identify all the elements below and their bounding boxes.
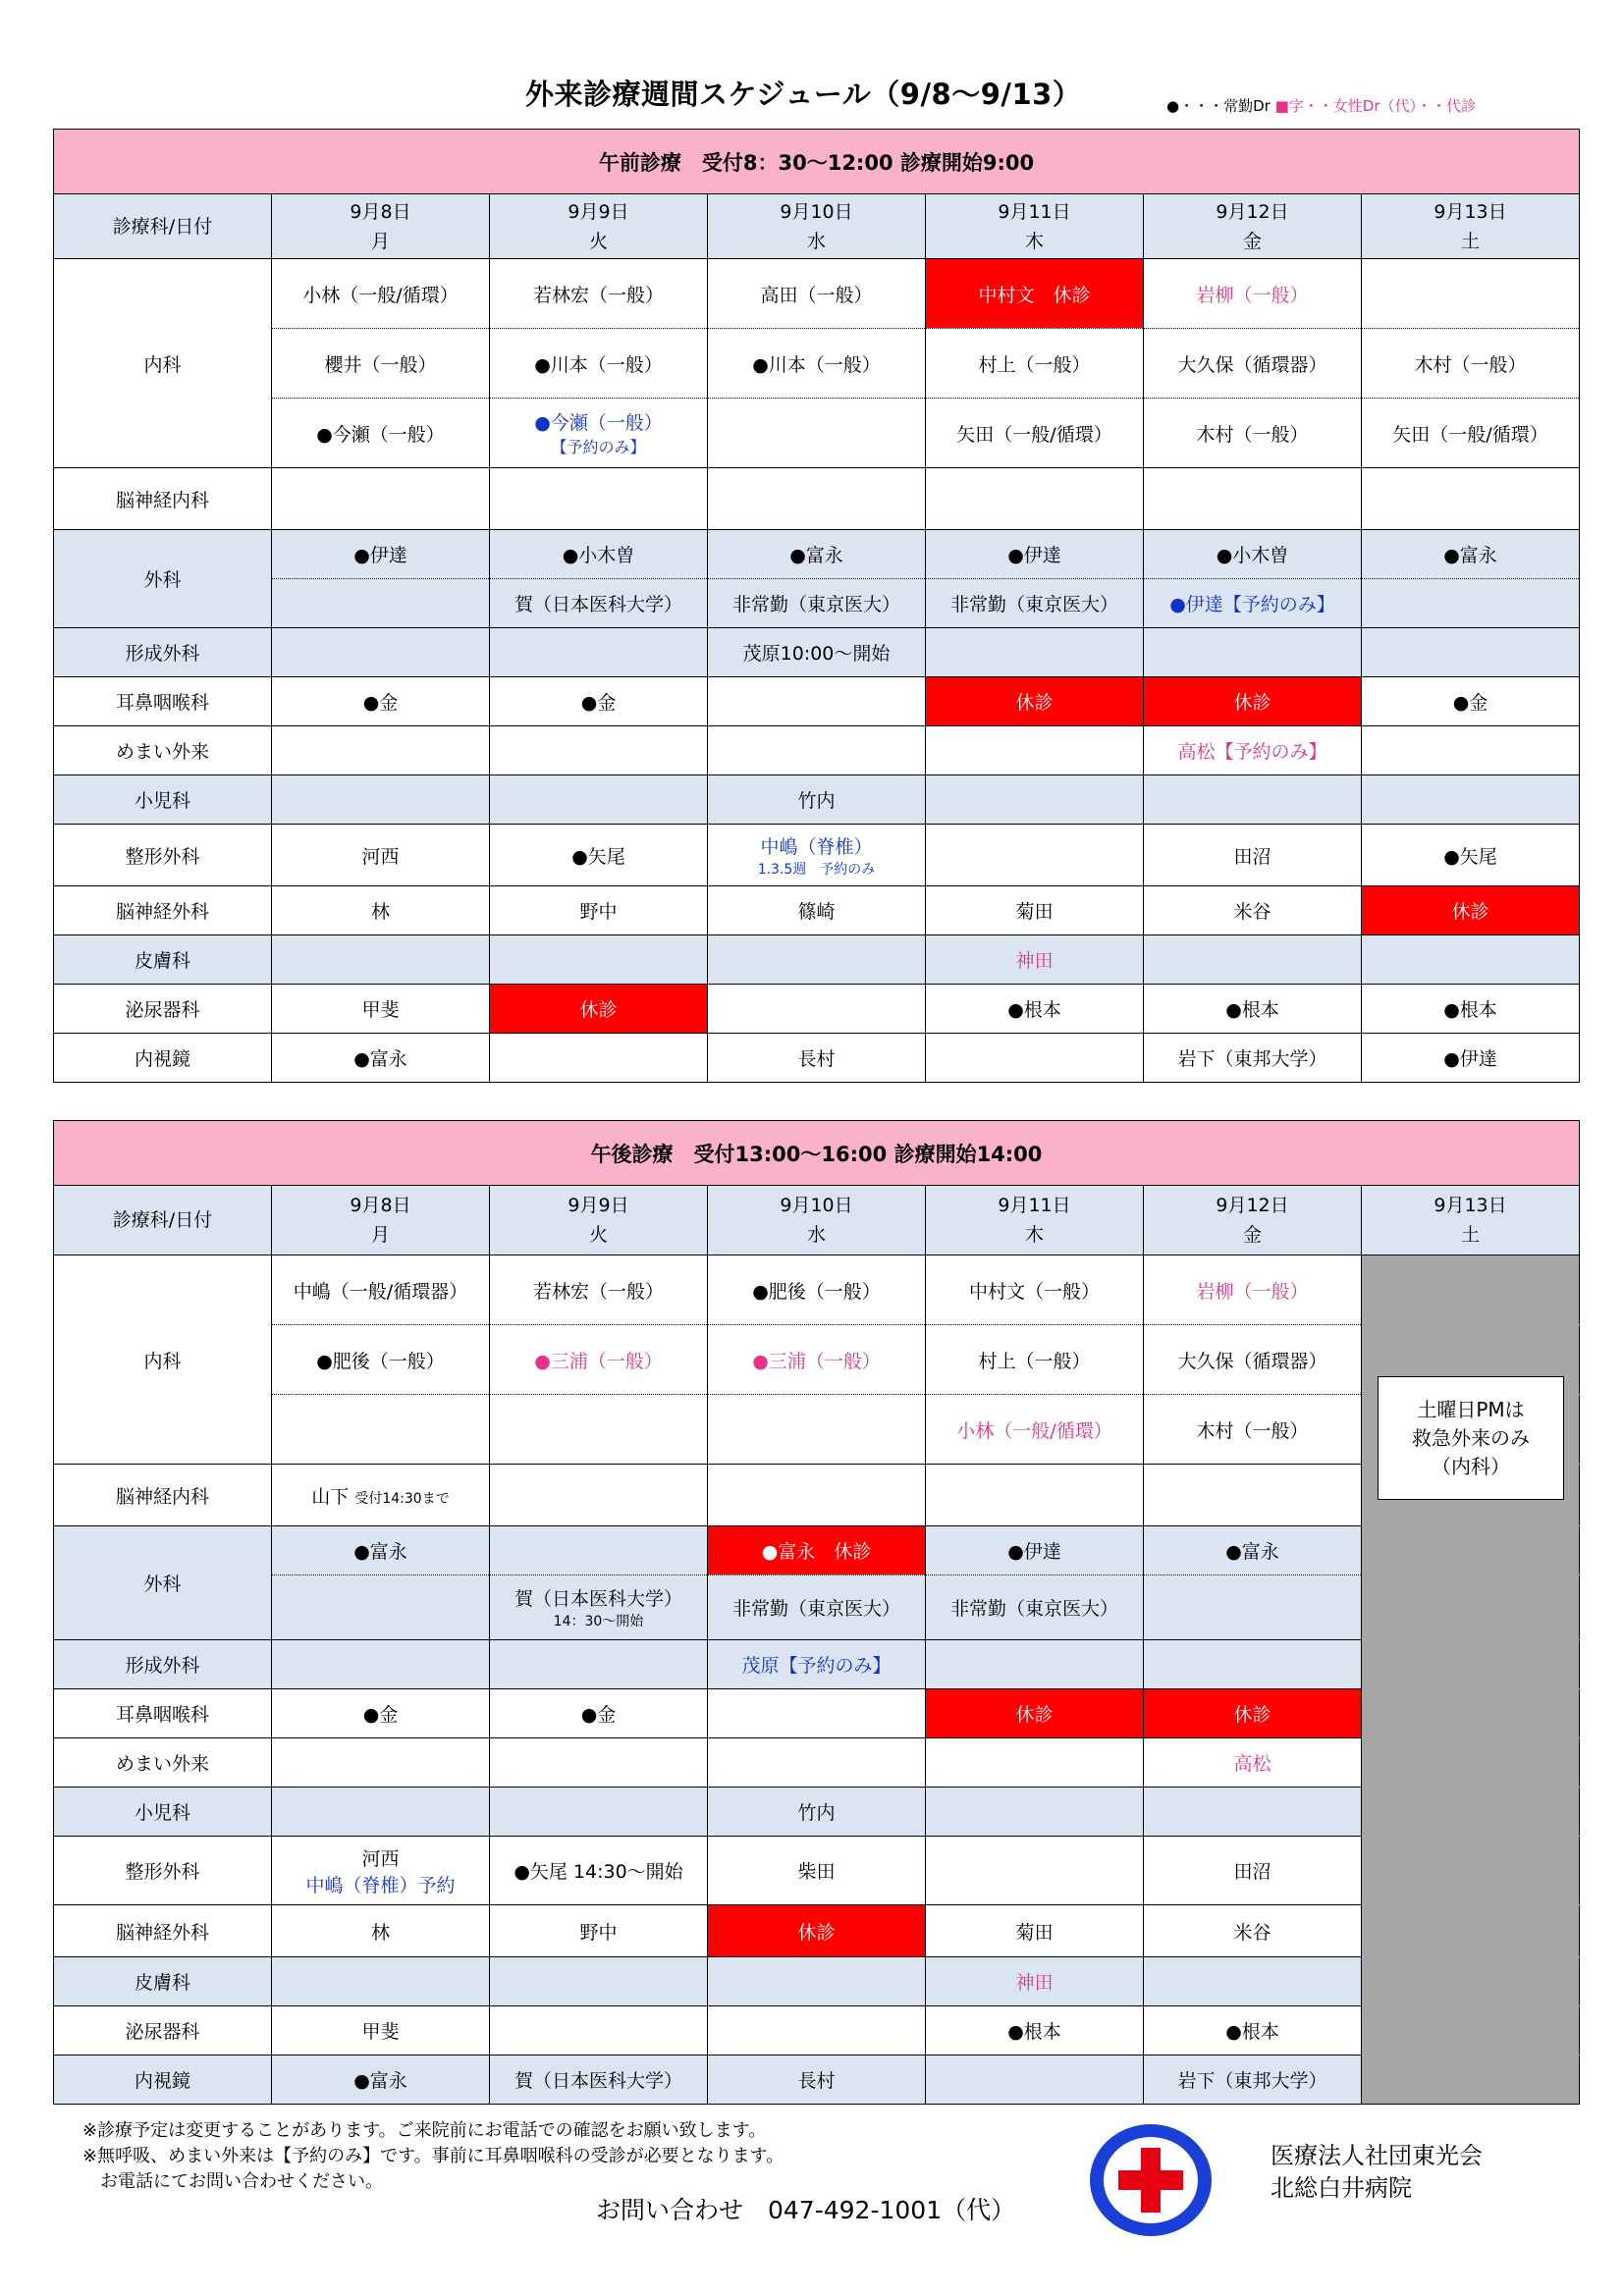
table-cell: 休診 bbox=[490, 985, 708, 1034]
table-cell bbox=[1362, 2056, 1580, 2105]
table-cell: 形成外科 bbox=[54, 628, 272, 677]
day-header: 9月8日 月 bbox=[272, 194, 490, 259]
table-cell: 竹内 bbox=[708, 1788, 926, 1837]
table-cell: 篠崎 bbox=[708, 886, 926, 935]
table-cell bbox=[708, 935, 926, 985]
table-cell: 小林（一般/循環） bbox=[926, 1395, 1144, 1465]
cell: 村上（一般） bbox=[926, 329, 1144, 399]
table-cell: 中村文（一般） bbox=[926, 1255, 1144, 1325]
table-row bbox=[54, 1255, 1580, 1325]
table-cell: 耳鼻咽喉科 bbox=[54, 1689, 272, 1738]
table-cell: 9月11日 木 bbox=[926, 1186, 1144, 1255]
cell bbox=[708, 399, 926, 468]
table-cell bbox=[1144, 1465, 1362, 1526]
table-cell: ●根本 bbox=[1144, 985, 1362, 1034]
dept-geka: 外科 bbox=[54, 530, 272, 628]
table-cell bbox=[708, 468, 926, 530]
table-cell: ●三浦（一般） bbox=[490, 1325, 708, 1395]
day-header: 9月12日 金 bbox=[1144, 194, 1362, 259]
table-row bbox=[54, 1957, 1580, 2006]
table-cell: ●富永 休診 bbox=[708, 1526, 926, 1575]
table-cell: 長村 bbox=[708, 2056, 926, 2105]
table-cell: 田沼 bbox=[1144, 1837, 1362, 1905]
table-cell: 脳神経外科 bbox=[54, 1905, 272, 1957]
table-cell: 河西 中嶋（脊椎）予約 bbox=[272, 1837, 490, 1905]
table-cell: ●伊達 bbox=[926, 530, 1144, 579]
table-cell bbox=[1362, 726, 1580, 775]
table-cell bbox=[926, 1640, 1144, 1689]
legend bbox=[1166, 95, 1476, 116]
table-cell: 泌尿器科 bbox=[54, 2006, 272, 2056]
table-cell bbox=[272, 1395, 490, 1465]
table-cell bbox=[1144, 1788, 1362, 1837]
table-cell: ●根本 bbox=[1362, 985, 1580, 1034]
pm-day-header-row bbox=[54, 1186, 1580, 1255]
cell: ●川本（一般） bbox=[708, 329, 926, 399]
table-cell: 山下 受付14:30まで bbox=[272, 1465, 490, 1526]
table-cell: ●根本 bbox=[1144, 2006, 1362, 2056]
organization-name: 医療法人社団東光会 北総白井病院 bbox=[1271, 2142, 1483, 2202]
table-cell: 泌尿器科 bbox=[54, 985, 272, 1034]
table-cell bbox=[926, 825, 1144, 886]
table-row bbox=[54, 775, 1580, 825]
table-cell: 9月12日 金 bbox=[1144, 1186, 1362, 1255]
table-cell: 整形外科 bbox=[54, 825, 272, 886]
cell-closed: 中村文 休診 bbox=[926, 259, 1144, 329]
table-row bbox=[54, 1395, 1580, 1465]
table-row bbox=[54, 1325, 1580, 1395]
table-cell bbox=[490, 1957, 708, 2006]
table-cell bbox=[1362, 935, 1580, 985]
table-row bbox=[54, 1034, 1580, 1083]
table-cell bbox=[708, 1465, 926, 1526]
table-cell: ●富永 bbox=[1144, 1526, 1362, 1575]
table-row bbox=[54, 1905, 1580, 1957]
table-cell bbox=[1144, 935, 1362, 985]
table-cell: 茂原10:00～開始 bbox=[708, 628, 926, 677]
table-cell bbox=[708, 726, 926, 775]
table-cell: 賀（日本医科大学） bbox=[490, 2056, 708, 2105]
table-cell bbox=[1362, 1575, 1580, 1640]
table-cell bbox=[1144, 1640, 1362, 1689]
table-cell: 9月10日 水 bbox=[708, 1186, 926, 1255]
table-cell: 内視鏡 bbox=[54, 2056, 272, 2105]
table-cell: 非常勤（東京医大） bbox=[708, 1575, 926, 1640]
table-cell bbox=[490, 1034, 708, 1083]
table-cell bbox=[490, 1788, 708, 1837]
table-cell bbox=[1362, 1905, 1580, 1957]
table-cell: 休診 bbox=[1144, 1689, 1362, 1738]
table-cell: 野中 bbox=[490, 1905, 708, 1957]
table-cell bbox=[272, 1575, 490, 1640]
table-cell bbox=[272, 579, 490, 628]
table-cell bbox=[926, 1034, 1144, 1083]
table-cell: 長村 bbox=[708, 1034, 926, 1083]
hospital-cross-logo-icon bbox=[1086, 2120, 1216, 2240]
table-cell: ●肥後（一般） bbox=[708, 1255, 926, 1325]
table-cell bbox=[490, 1395, 708, 1465]
contact-phone: お問い合わせ 047-492-1001（代） bbox=[596, 2196, 1016, 2224]
legend-regular: ●・・・常勤Dr bbox=[1166, 97, 1271, 115]
table-cell: 甲斐 bbox=[272, 985, 490, 1034]
cell: 大久保（循環器） bbox=[1144, 329, 1362, 399]
am-day-header-row bbox=[54, 194, 1580, 259]
table-cell: 林 bbox=[272, 886, 490, 935]
table-cell: 賀（日本医科大学） bbox=[490, 579, 708, 628]
table-cell: 若林宏（一般） bbox=[490, 1255, 708, 1325]
table-cell bbox=[708, 1395, 926, 1465]
table-cell bbox=[926, 2056, 1144, 2105]
day-header: 9月11日 木 bbox=[926, 194, 1144, 259]
table-cell: 整形外科 bbox=[54, 1837, 272, 1905]
day-header: 9月9日 火 bbox=[490, 194, 708, 259]
table-cell: 非常勤（東京医大） bbox=[708, 579, 926, 628]
table-cell bbox=[926, 726, 1144, 775]
table-cell: 神田 bbox=[926, 1957, 1144, 2006]
dept-noushinkei-naika: 脳神経内科 bbox=[54, 468, 272, 530]
table-cell: 米谷 bbox=[1144, 886, 1362, 935]
cell: 若林宏（一般） bbox=[490, 259, 708, 329]
am-banner: 午前診療 受付8：30～12:00 診療開始9:00 bbox=[54, 130, 1580, 194]
table-row bbox=[54, 1465, 1580, 1526]
table-row bbox=[54, 1640, 1580, 1689]
day-header: 9月13日 土 bbox=[1362, 194, 1580, 259]
table-row bbox=[54, 1575, 1580, 1640]
cell: 岩柳（一般） bbox=[1144, 259, 1362, 329]
table-cell bbox=[272, 775, 490, 825]
table-cell: 田沼 bbox=[1144, 825, 1362, 886]
dept-date-header: 診療科/日付 bbox=[54, 194, 272, 259]
table-row bbox=[54, 2006, 1580, 2056]
table-cell: 米谷 bbox=[1144, 1905, 1362, 1957]
table-cell bbox=[926, 628, 1144, 677]
table-cell: 木村（一般） bbox=[1144, 1395, 1362, 1465]
page-title: 外来診療週間スケジュール（9/8～9/13） bbox=[525, 78, 1082, 111]
table-cell: ●根本 bbox=[926, 2006, 1144, 2056]
table-cell bbox=[1362, 2006, 1580, 2056]
cell: 木村（一般） bbox=[1362, 329, 1580, 399]
table-row bbox=[54, 259, 1580, 329]
table-cell bbox=[1362, 1526, 1580, 1575]
table-cell: ●富永 bbox=[272, 2056, 490, 2105]
table-cell bbox=[1362, 1689, 1580, 1738]
table-cell: 形成外科 bbox=[54, 1640, 272, 1689]
table-cell bbox=[272, 1640, 490, 1689]
table-cell bbox=[272, 726, 490, 775]
am-schedule-table bbox=[53, 129, 1580, 1083]
table-cell: 休診 bbox=[708, 1905, 926, 1957]
table-cell bbox=[1362, 775, 1580, 825]
table-cell: 中嶋（一般/循環器） bbox=[272, 1255, 490, 1325]
table-row bbox=[54, 1837, 1580, 1905]
table-cell: 竹内 bbox=[708, 775, 926, 825]
table-cell: めまい外来 bbox=[54, 726, 272, 775]
table-cell: 神田 bbox=[926, 935, 1144, 985]
table-cell bbox=[1362, 1788, 1580, 1837]
cell: 矢田（一般/循環） bbox=[1362, 399, 1580, 468]
table-cell: 岩柳（一般） bbox=[1144, 1255, 1362, 1325]
table-cell bbox=[1362, 1255, 1580, 1325]
table-cell: 野中 bbox=[490, 886, 708, 935]
table-cell bbox=[1144, 468, 1362, 530]
saturday-pm-note: 土曜日PMは 救急外来のみ （内科） bbox=[1378, 1376, 1564, 1500]
table-cell bbox=[490, 1526, 708, 1575]
table-cell: 河西 bbox=[272, 825, 490, 886]
table-cell bbox=[926, 1465, 1144, 1526]
table-row bbox=[54, 1526, 1580, 1575]
table-cell: 非常勤（東京医大） bbox=[926, 579, 1144, 628]
table-cell: ●伊達 bbox=[272, 530, 490, 579]
table-cell: ●金 bbox=[490, 677, 708, 726]
table-cell bbox=[708, 985, 926, 1034]
table-cell: ●矢尾 bbox=[490, 825, 708, 886]
table-cell: 村上（一般） bbox=[926, 1325, 1144, 1395]
cell: ●川本（一般） bbox=[490, 329, 708, 399]
table-cell: 9月8日 月 bbox=[272, 1186, 490, 1255]
table-row bbox=[54, 1689, 1580, 1738]
table-cell: 菊田 bbox=[926, 886, 1144, 935]
footer-notes: ※診療予定は変更することがあります。ご来院前にお電話での確認をお願い致します。 ※無呼吸、めまい外来は【予約のみ】です。事前に耳鼻咽喉科の受診が必要となります。 お電話にてお問い合わせください。 bbox=[82, 2120, 784, 2192]
table-cell: ●金 bbox=[272, 677, 490, 726]
table-row bbox=[54, 985, 1580, 1034]
table-cell: ●伊達【予約のみ】 bbox=[1144, 579, 1362, 628]
day-header: 9月10日 水 bbox=[708, 194, 926, 259]
table-cell: 休診 bbox=[926, 677, 1144, 726]
table-row bbox=[54, 530, 1580, 579]
table-cell bbox=[490, 935, 708, 985]
table-cell: ●富永 bbox=[272, 1526, 490, 1575]
table-cell bbox=[490, 726, 708, 775]
table-cell: 9月9日 火 bbox=[490, 1186, 708, 1255]
table-cell: ●矢尾 14:30～開始 bbox=[490, 1837, 708, 1905]
table-cell: 中嶋（脊椎） 1.3.5週 予約のみ bbox=[708, 825, 926, 886]
table-cell bbox=[490, 1738, 708, 1788]
table-cell: 柴田 bbox=[708, 1837, 926, 1905]
table-cell: ●金 bbox=[1362, 677, 1580, 726]
cell: ●今瀬（一般） 【予約のみ】 bbox=[490, 399, 708, 468]
table-cell bbox=[490, 1640, 708, 1689]
table-row bbox=[54, 329, 1580, 399]
table-cell bbox=[926, 1788, 1144, 1837]
table-cell bbox=[926, 775, 1144, 825]
table-row bbox=[54, 399, 1580, 468]
table-cell: 休診 bbox=[1362, 886, 1580, 935]
table-row bbox=[54, 1738, 1580, 1788]
table-cell bbox=[490, 2006, 708, 2056]
cell: 櫻井（一般） bbox=[272, 329, 490, 399]
table-cell bbox=[272, 1738, 490, 1788]
table-row bbox=[54, 677, 1580, 726]
cell: 木村（一般） bbox=[1144, 399, 1362, 468]
table-cell: ●金 bbox=[490, 1689, 708, 1738]
table-cell: ●根本 bbox=[926, 985, 1144, 1034]
table-cell: ●小木曽 bbox=[490, 530, 708, 579]
table-cell: 休診 bbox=[926, 1689, 1144, 1738]
table-cell bbox=[1144, 1957, 1362, 2006]
cell bbox=[1362, 259, 1580, 329]
table-cell: 小児科 bbox=[54, 775, 272, 825]
table-cell bbox=[1362, 1957, 1580, 2006]
table-cell: ●矢尾 bbox=[1362, 825, 1580, 886]
dept-naika: 内科 bbox=[54, 259, 272, 468]
cell: 高田（一般） bbox=[708, 259, 926, 329]
table-cell: 皮膚科 bbox=[54, 935, 272, 985]
table-cell: 高松 bbox=[1144, 1738, 1362, 1788]
table-cell bbox=[708, 677, 926, 726]
table-row bbox=[54, 579, 1580, 628]
table-cell bbox=[708, 1957, 926, 2006]
table-cell: ●金 bbox=[272, 1689, 490, 1738]
table-cell: ●富永 bbox=[272, 1034, 490, 1083]
pm-banner: 午後診療 受付13:00～16:00 診療開始14:00 bbox=[54, 1121, 1580, 1186]
table-cell: 菊田 bbox=[926, 1905, 1144, 1957]
table-cell: 甲斐 bbox=[272, 2006, 490, 2056]
table-cell: 休診 bbox=[1144, 677, 1362, 726]
table-row bbox=[54, 628, 1580, 677]
cell: 小林（一般/循環） bbox=[272, 259, 490, 329]
table-cell: 外科 bbox=[54, 1526, 272, 1640]
pm-schedule-table bbox=[53, 1120, 1580, 2105]
table-cell: 茂原【予約のみ】 bbox=[708, 1640, 926, 1689]
table-row bbox=[54, 2056, 1580, 2105]
table-cell bbox=[1362, 1837, 1580, 1905]
table-cell bbox=[272, 1788, 490, 1837]
table-cell bbox=[490, 628, 708, 677]
table-cell: 脳神経内科 bbox=[54, 1465, 272, 1526]
table-cell: ●小木曽 bbox=[1144, 530, 1362, 579]
table-cell bbox=[926, 1837, 1144, 1905]
table-cell bbox=[1144, 775, 1362, 825]
table-cell bbox=[490, 775, 708, 825]
table-cell: 大久保（循環器） bbox=[1144, 1325, 1362, 1395]
table-row bbox=[54, 1788, 1580, 1837]
table-cell: めまい外来 bbox=[54, 1738, 272, 1788]
table-cell: 岩下（東邦大学） bbox=[1144, 2056, 1362, 2105]
table-cell bbox=[272, 1957, 490, 2006]
table-cell: 診療科/日付 bbox=[54, 1186, 272, 1255]
table-cell bbox=[1362, 1738, 1580, 1788]
table-cell: ●三浦（一般） bbox=[708, 1325, 926, 1395]
table-cell bbox=[1362, 1640, 1580, 1689]
table-cell: 賀（日本医科大学） 14：30～開始 bbox=[490, 1575, 708, 1640]
table-cell: 脳神経外科 bbox=[54, 886, 272, 935]
table-cell bbox=[490, 468, 708, 530]
table-cell: 小児科 bbox=[54, 1788, 272, 1837]
table-cell: 皮膚科 bbox=[54, 1957, 272, 2006]
cell: 矢田（一般/循環） bbox=[926, 399, 1144, 468]
table-cell bbox=[926, 1738, 1144, 1788]
table-cell bbox=[708, 1738, 926, 1788]
table-cell: ●肥後（一般） bbox=[272, 1325, 490, 1395]
table-cell: 内科 bbox=[54, 1255, 272, 1465]
table-cell bbox=[1362, 468, 1580, 530]
table-row bbox=[54, 468, 1580, 530]
table-cell: ●伊達 bbox=[926, 1526, 1144, 1575]
cell: ●今瀬（一般） bbox=[272, 399, 490, 468]
table-cell bbox=[1144, 628, 1362, 677]
table-cell: 耳鼻咽喉科 bbox=[54, 677, 272, 726]
table-cell: 高松【予約のみ】 bbox=[1144, 726, 1362, 775]
table-cell bbox=[1362, 579, 1580, 628]
table-cell: 9月13日 土 bbox=[1362, 1186, 1580, 1255]
table-cell bbox=[708, 2006, 926, 2056]
table-cell: ●伊達 bbox=[1362, 1034, 1580, 1083]
table-cell bbox=[272, 468, 490, 530]
table-cell: 岩下（東邦大学） bbox=[1144, 1034, 1362, 1083]
table-cell: 林 bbox=[272, 1905, 490, 1957]
table-cell: 内視鏡 bbox=[54, 1034, 272, 1083]
table-cell: ●富永 bbox=[1362, 530, 1580, 579]
table-cell bbox=[272, 935, 490, 985]
table-cell bbox=[708, 1689, 926, 1738]
table-row bbox=[54, 726, 1580, 775]
legend-female: ■字・・女性Dr（代）・・代診 bbox=[1274, 97, 1476, 115]
table-cell bbox=[1144, 1575, 1362, 1640]
table-row bbox=[54, 886, 1580, 935]
table-row bbox=[54, 935, 1580, 985]
table-cell: 非常勤（東京医大） bbox=[926, 1575, 1144, 1640]
table-cell bbox=[272, 628, 490, 677]
table-cell bbox=[490, 1465, 708, 1526]
table-cell bbox=[1362, 628, 1580, 677]
table-cell bbox=[926, 468, 1144, 530]
table-cell: ●富永 bbox=[708, 530, 926, 579]
table-row bbox=[54, 825, 1580, 886]
